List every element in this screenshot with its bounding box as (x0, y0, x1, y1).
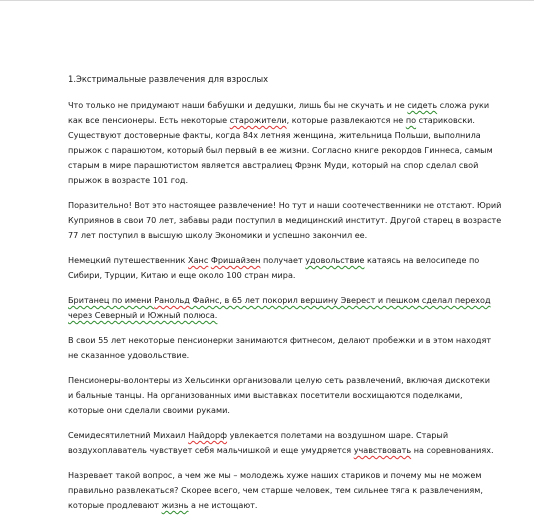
text-run: а не истощают. (188, 500, 258, 510)
text-run: которые они сделали своими руками. (68, 405, 230, 415)
spelling-error-word: Ранольд (154, 295, 190, 305)
text-line (68, 333, 508, 348)
spelling-error-word: Фришайзен (210, 255, 261, 265)
text-line (68, 443, 508, 458)
text-line (68, 308, 508, 323)
text-line (68, 158, 508, 173)
text-run: правильно развлекаться? Скорее всего, чем старше человек, тем сильнее тяга к развлечениям, (68, 485, 483, 495)
text-run: получает (260, 255, 306, 265)
text-line (68, 173, 508, 188)
text-line (68, 98, 508, 113)
text-run: Немецкий путешественник (68, 255, 189, 265)
grammar-error-phrase: сидеть (407, 100, 438, 110)
grammar-error-phrase: удовольствие (305, 255, 365, 265)
text-run: как все пенсионеры. Есть некоторые (68, 115, 230, 125)
text-line (68, 268, 508, 283)
paragraph (68, 198, 508, 243)
text-line (68, 228, 508, 243)
text-run: увлекается полетами на воздушном шаре. Старый (227, 430, 449, 440)
text-line (68, 373, 508, 388)
text-line (68, 468, 508, 483)
text-line (68, 143, 508, 158)
text-line (68, 483, 508, 498)
text-line (68, 253, 508, 268)
paragraph (68, 333, 508, 363)
paragraph (68, 293, 508, 323)
text-line (68, 498, 508, 513)
text-run: Поразительно! Вот это настоящее развлечение! Но тут и наши соотечественники не отстают. Юрий (68, 200, 502, 210)
text-line (68, 213, 508, 228)
text-run: прыжок в возрасте 101 год. (68, 175, 189, 185)
grammar-error-phrase: через Северный и Южный полюса. (68, 310, 218, 320)
paragraph (68, 253, 508, 283)
text-line (68, 348, 508, 363)
text-run: В свои 55 лет некоторые пенсионерки занимаются фитнесом, делают пробежки и в этом находят (68, 335, 492, 345)
spelling-error-word: Найдорф (188, 430, 228, 440)
text-run: Куприянов в свои 70 лет, забавы ради поступил в медицинский институт. Другой старец в возрасте (68, 215, 502, 225)
text-run: катаясь на велосипеде по (364, 255, 480, 265)
paragraph (68, 98, 508, 188)
document-body[interactable] (68, 72, 508, 523)
text-run: на соревнованиях. (411, 445, 494, 455)
text-run: воздухоплаватель чувствует себя мальчишкой и еще умудряется (68, 445, 354, 455)
text-line (68, 428, 508, 443)
paragraph-container (68, 98, 508, 513)
text-run: не сказанное удовольствие. (68, 350, 190, 360)
text-run: сложа руки (437, 100, 490, 110)
grammar-error-phrase: Файнс, в 65 лет покорил вершину Эверест и пешком сделал переход (189, 295, 491, 305)
spelling-error-word: Ханс (188, 255, 209, 265)
text-run: стариковски. (416, 115, 475, 125)
text-run: Что только не придумают наши бабушки и дедушки, лишь бы не скучать и не (68, 100, 408, 110)
text-line (68, 388, 508, 403)
text-line (68, 198, 508, 213)
paragraph (68, 468, 508, 513)
paragraph (68, 373, 508, 418)
text-run: , которые развлекаются не (286, 115, 406, 125)
text-run: Назревает такой вопрос, а чем же мы – молодежь хуже наших стариков и почему мы не можем (68, 470, 482, 480)
text-run: прыжок с парашютом, который был первый в ее жизни. Согласно книге рекордов Гиннеса, самым (68, 145, 493, 155)
document-title: 1.Экстримальные развлечения для взрослых (68, 74, 269, 84)
text-run: 77 лет поступил в высшую школу Экономики и успешно закончил ее. (68, 230, 368, 240)
text-line (68, 113, 508, 128)
text-run: и бальные танцы. На организованных ими выставках посетители восхищаются поделками, (68, 390, 463, 400)
text-run: Семидесятилетний Михаил (68, 430, 189, 440)
spelling-error-word: учавствовать (353, 445, 412, 455)
text-run: Пенсионеры-волонтеры из Хельсинки организовали целую сеть развлечений, включая дискотеки (68, 375, 491, 385)
grammar-error-phrase: жизнь (161, 500, 189, 510)
paragraph (68, 428, 508, 458)
text-run: Сибири, Турции, Китаю и еще около 100 стран мира. (68, 270, 296, 280)
grammar-error-phrase: Британец по имени (68, 295, 155, 305)
text-run: Существуют достоверные факты, когда 84х летняя женщина, жительница Польши, выполнила (68, 130, 481, 140)
text-run: старым в мире парашютистом является австралиец Фрэнк Муди, который на спор сделал свой (68, 160, 479, 170)
spelling-error-word: старожители (229, 115, 287, 125)
text-line (68, 128, 508, 143)
text-line (68, 293, 508, 308)
grammar-error-phrase: по (405, 115, 417, 125)
text-line (68, 403, 508, 418)
text-run: которые продлевают (68, 500, 162, 510)
